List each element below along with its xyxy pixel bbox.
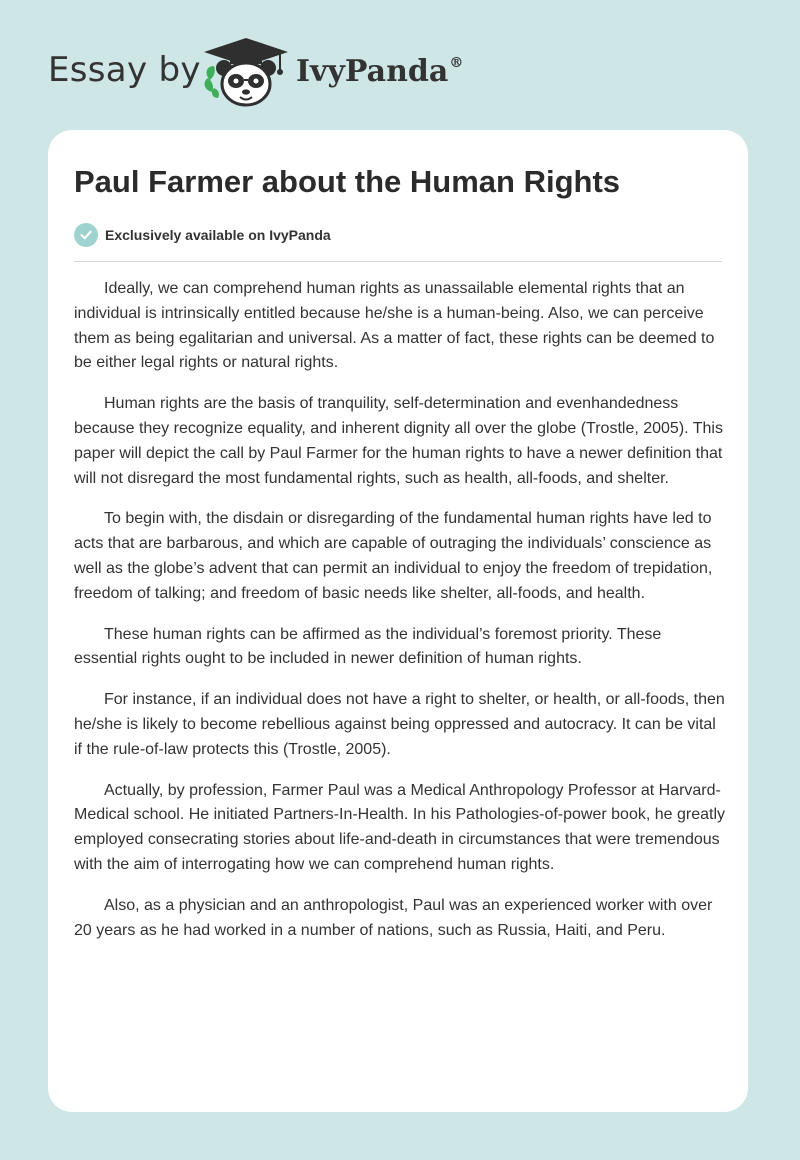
page-title: Paul Farmer about the Human Rights [74, 164, 621, 199]
essay-body [74, 277, 726, 959]
paragraph: To begin with, the disdain or disregarding of the fundamental human rights have led to acts that are barbarous, and which are capable of outraging the individuals’ conscience as well as the globe’s advent that can permit an individual to enjoy the freedom of trepidation, freedom of talking; and freedom of basic needs like shelter, all-foods, and health. [74, 510, 713, 602]
essay-card [48, 130, 748, 1112]
paragraph: Actually, by profession, Farmer Paul was a Medical Anthropology Professor at Harvard-Medical school. He initiated Partners-In-Health. In his Pathologies-of-power book, he greatly employed consecrating stories about life-and-death in circumstances that were tremendous with the aim of interrogating how we can comprehend human rights. [74, 781, 725, 873]
paragraph: Ideally, we can comprehend human rights as unassailable elemental rights that an individual is intrinsically entitled because he/she is a human-being. Also, we can perceive them as being egalitarian and universal. As a matter of fact, these rights can be deemed to be either legal rights or natural rights. [74, 280, 715, 372]
paragraph: For instance, if an individual does not have a right to shelter, or health, or all-foods, then he/she is likely to become rebellious against being oppressed and autocracy. It can be vital if the rule-of-law protects this (Trostle, 2005). [74, 691, 725, 758]
brand-logo-text: IvyPanda® [296, 54, 464, 89]
paragraph: These human rights can be affirmed as the individual’s foremost priority. These essential rights ought to be included in newer definition of human rights. [74, 625, 662, 668]
paragraph: Also, as a physician and an anthropologist, Paul was an experienced worker with over 20 years as he had worked in a number of nations, such as Russia, Haiti, and Peru. [74, 896, 713, 939]
panda-graduate-icon [200, 36, 292, 108]
divider [74, 261, 722, 262]
exclusive-badge-label: Exclusively available on IvyPanda [105, 227, 331, 243]
check-icon [74, 223, 98, 247]
registered-mark: ® [449, 55, 464, 71]
site-header [0, 0, 800, 130]
paragraph: Human rights are the basis of tranquility, self-determination and evenhandedness because they recognize equality, and inherent dignity all over the globe (Trostle, 2005). This paper will depict the call by Paul Farmer for the human rights to have a newer definition that will not disregard the most fundamental rights, such as health, all-foods, and shelter. [74, 395, 723, 487]
essay-by-label: Essay by [48, 50, 201, 90]
exclusive-badge [74, 222, 331, 248]
